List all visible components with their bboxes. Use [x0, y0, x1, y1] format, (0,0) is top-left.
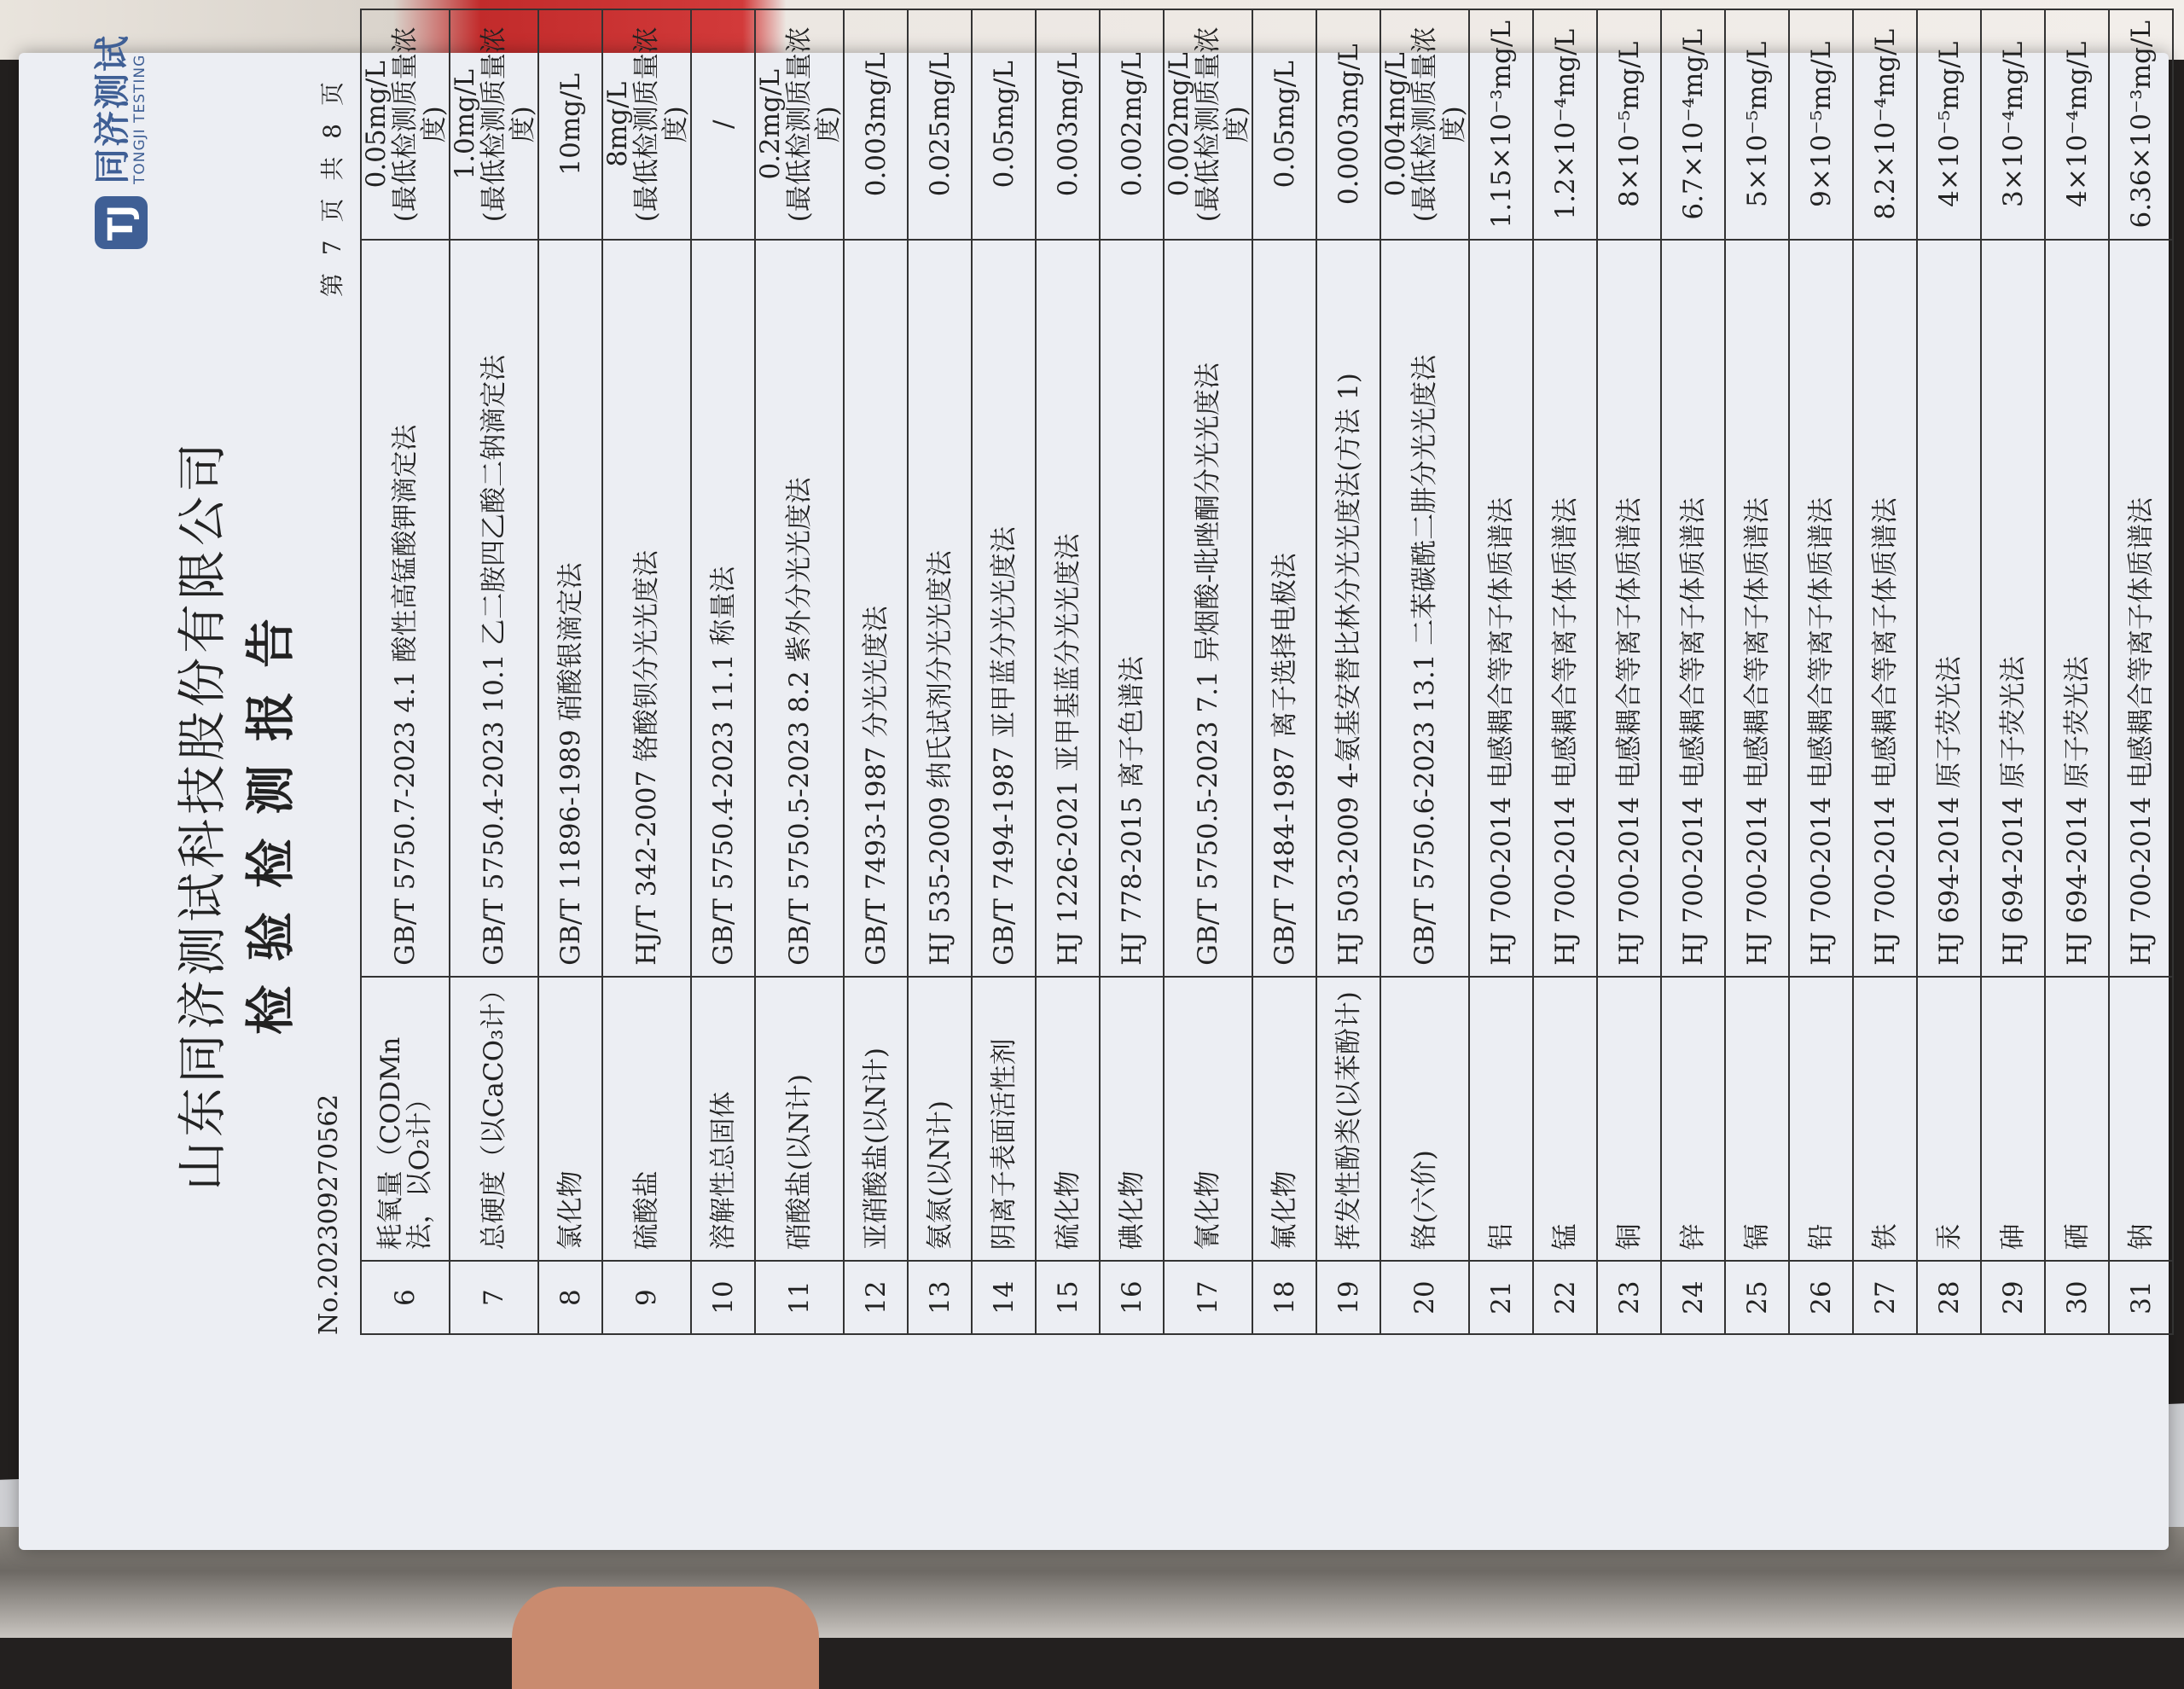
company-logo — [91, 34, 148, 249]
detection-limit — [538, 9, 602, 240]
row-number: 17 — [1164, 1261, 1252, 1334]
row-number: 13 — [908, 1261, 972, 1334]
detection-limit-value: 0.002mg/L — [1116, 52, 1147, 197]
test-item: 溶解性总固体 — [691, 977, 755, 1262]
row-number: 28 — [1917, 1261, 1981, 1334]
detection-limit-value: 9×10⁻⁵mg/L — [1805, 41, 1837, 207]
row-number: 31 — [2109, 1261, 2173, 1334]
table-row — [2109, 9, 2173, 1334]
table-row — [1036, 9, 1100, 1334]
test-method: HJ 700-2014 电感耦合等离子体质谱法 — [1661, 240, 1725, 977]
test-method: GB/T 5750.6-2023 13.1 二苯碳酰二肼分光光度法 — [1380, 240, 1469, 977]
detection-limit — [1316, 9, 1380, 240]
test-method: HJ 694-2014 原子荧光法 — [2045, 240, 2109, 977]
detection-limit-note: (最低检测质量浓度) — [479, 26, 538, 223]
detection-limit — [1164, 9, 1252, 240]
detection-limit-note: (最低检测质量浓度) — [784, 26, 844, 223]
table-row — [450, 9, 538, 1334]
test-method: HJ 700-2014 电感耦合等离子体质谱法 — [1789, 240, 1853, 977]
detection-limit — [1981, 9, 2045, 240]
detection-limit — [2109, 9, 2173, 240]
table-row — [602, 9, 691, 1334]
table-row — [1380, 9, 1469, 1334]
test-item: 铜 — [1597, 977, 1661, 1262]
row-number: 22 — [1533, 1261, 1597, 1334]
table-row — [2045, 9, 2109, 1334]
test-item: 铁 — [1853, 977, 1917, 1262]
detection-limit-value: 4×10⁻⁵mg/L — [1933, 41, 1965, 207]
table-row — [1981, 9, 2045, 1334]
test-method: GB/T 5750.4-2023 10.1 乙二胺四乙酸二钠滴定法 — [450, 240, 538, 977]
test-method: HJ 778-2015 离子色谱法 — [1100, 240, 1164, 977]
test-item: 总硬度（以CaCO₃计） — [450, 977, 538, 1262]
test-item: 汞 — [1917, 977, 1981, 1262]
detection-limit-value: 0.05mg/L — [361, 61, 392, 189]
test-item: 氯化物 — [538, 977, 602, 1262]
table-row — [1164, 9, 1252, 1334]
test-method: HJ/T 342-2007 铬酸钡分光光度法 — [602, 240, 691, 977]
report-title: 检验检测报告 — [241, 595, 299, 1036]
row-number: 26 — [1789, 1261, 1853, 1334]
test-item: 镉 — [1725, 977, 1789, 1262]
detection-limit-value: 0.05mg/L — [988, 61, 1019, 189]
row-number: 6 — [361, 1261, 450, 1334]
detection-limit — [2045, 9, 2109, 240]
report-number: No.202309270562 — [314, 1094, 344, 1335]
row-number: 10 — [691, 1261, 755, 1334]
test-method: HJ 700-2014 电感耦合等离子体质谱法 — [2109, 240, 2173, 977]
table-row — [538, 9, 602, 1334]
row-number: 7 — [450, 1261, 538, 1334]
detection-limit — [450, 9, 538, 240]
test-item: 硒 — [2045, 977, 2109, 1262]
detection-limit — [1036, 9, 1100, 240]
test-method: GB/T 5750.5-2023 7.1 异烟酸-吡唑酮分光光度法 — [1164, 240, 1252, 977]
detection-limit-value: 1.0mg/L — [450, 68, 480, 180]
detection-limit-value: 0.0003mg/L — [1333, 44, 1364, 206]
detection-limit — [1380, 9, 1469, 240]
row-number: 16 — [1100, 1261, 1164, 1334]
test-method: HJ 700-2014 电感耦合等离子体质谱法 — [1533, 240, 1597, 977]
detection-limit-value: 6.36×10⁻³mg/L — [2125, 20, 2157, 229]
table-row — [908, 9, 972, 1334]
detection-limit — [1661, 9, 1725, 240]
detection-limit — [1789, 9, 1853, 240]
table-row — [1316, 9, 1380, 1334]
test-method: GB/T 7494-1987 亚甲蓝分光光度法 — [972, 240, 1036, 977]
detection-limit-note: (最低检测质量浓度) — [1193, 26, 1252, 223]
test-method: GB/T 7484-1987 离子选择电极法 — [1252, 240, 1316, 977]
test-item: 氨氮(以N计) — [908, 977, 972, 1262]
test-item: 亚硝酸盐(以N计) — [844, 977, 908, 1262]
test-method: HJ 700-2014 电感耦合等离子体质谱法 — [1597, 240, 1661, 977]
row-number: 30 — [2045, 1261, 2109, 1334]
test-method: HJ 535-2009 纳氏试剂分光光度法 — [908, 240, 972, 977]
detection-limit — [755, 9, 844, 240]
test-method: GB/T 11896-1989 硝酸银滴定法 — [538, 240, 602, 977]
company-name: 山东同济测试科技股份有限公司 — [173, 438, 231, 1192]
row-number: 18 — [1252, 1261, 1316, 1334]
detection-limit-value: 0.025mg/L — [924, 52, 956, 197]
detection-limit-value: 0.003mg/L — [860, 52, 892, 197]
table-row — [1725, 9, 1789, 1334]
detection-limit — [1469, 9, 1533, 240]
test-item: 硫酸盐 — [602, 977, 691, 1262]
test-method: GB/T 5750.5-2023 8.2 紫外分光光度法 — [755, 240, 844, 977]
table-row — [1252, 9, 1316, 1334]
test-method: HJ 1226-2021 亚甲基蓝分光光度法 — [1036, 240, 1100, 977]
detection-limit-value: 3×10⁻⁴mg/L — [1997, 41, 2029, 207]
test-method: HJ 700-2014 电感耦合等离子体质谱法 — [1853, 240, 1917, 977]
detection-limit-value: 4×10⁻⁴mg/L — [2061, 41, 2093, 207]
detection-limit-value: 0.003mg/L — [1052, 52, 1083, 197]
test-method: HJ 700-2014 电感耦合等离子体质谱法 — [1725, 240, 1789, 977]
row-number: 27 — [1853, 1261, 1917, 1334]
results-table-body — [361, 9, 2173, 1334]
test-item: 硝酸盐(以N计) — [755, 977, 844, 1262]
test-method: GB/T 5750.7-2023 4.1 酸性高锰酸钾滴定法 — [361, 240, 450, 977]
test-method: HJ 700-2014 电感耦合等离子体质谱法 — [1469, 240, 1533, 977]
row-number: 20 — [1380, 1261, 1469, 1334]
detection-limit — [361, 9, 450, 240]
test-item: 锰 — [1533, 977, 1597, 1262]
table-row — [1917, 9, 1981, 1334]
detection-limit — [1100, 9, 1164, 240]
detection-limit-value: 0.05mg/L — [1269, 61, 1300, 189]
detection-limit-value: 0.2mg/L — [755, 68, 786, 180]
row-number: 19 — [1316, 1261, 1380, 1334]
detection-limit-value: 1.15×10⁻³mg/L — [1485, 20, 1517, 229]
test-item: 阴离子表面活性剂 — [972, 977, 1036, 1262]
table-row — [972, 9, 1036, 1334]
table-row — [755, 9, 844, 1334]
report-page — [43, 0, 2157, 1629]
test-item: 砷 — [1981, 977, 2045, 1262]
detection-limit — [844, 9, 908, 240]
detection-limit-value: 10mg/L — [555, 73, 586, 176]
detection-limit — [1853, 9, 1917, 240]
test-method: GB/T 7493-1987 分光光度法 — [844, 240, 908, 977]
row-number: 29 — [1981, 1261, 2045, 1334]
table-row — [1597, 9, 1661, 1334]
logo-cn: 同济测试 — [91, 34, 133, 185]
test-item: 碘化物 — [1100, 977, 1164, 1262]
detection-limit — [602, 9, 691, 240]
detection-limit — [1533, 9, 1597, 240]
detection-limit-value: 8.2×10⁻⁴mg/L — [1869, 28, 1901, 220]
detection-limit-note: (最低检测质量浓度) — [631, 26, 691, 223]
test-item: 耗氧量（CODMn法，以O₂计） — [361, 977, 450, 1262]
table-row — [1533, 9, 1597, 1334]
detection-limit — [1597, 9, 1661, 240]
test-item: 挥发性酚类(以苯酚计) — [1316, 977, 1380, 1262]
detection-limit — [1252, 9, 1316, 240]
logo-en: TONGJI TESTING — [131, 54, 148, 185]
detection-limit-value: 1.2×10⁻⁴mg/L — [1549, 28, 1581, 220]
row-number: 8 — [538, 1261, 602, 1334]
row-number: 14 — [972, 1261, 1036, 1334]
detection-limit — [1917, 9, 1981, 240]
row-number: 23 — [1597, 1261, 1661, 1334]
detection-limit — [1725, 9, 1789, 240]
detection-limit-note: (最低检测质量浓度) — [390, 26, 450, 223]
row-number: 12 — [844, 1261, 908, 1334]
results-table — [360, 9, 2174, 1335]
logo-mark-icon: TJ — [95, 196, 148, 249]
row-number: 9 — [602, 1261, 691, 1334]
table-row — [844, 9, 908, 1334]
test-item: 铅 — [1789, 977, 1853, 1262]
table-row — [1100, 9, 1164, 1334]
test-item: 钠 — [2109, 977, 2173, 1262]
row-number: 15 — [1036, 1261, 1100, 1334]
detection-limit — [691, 9, 755, 240]
detection-limit-value: 6.7×10⁻⁴mg/L — [1677, 28, 1709, 220]
test-item: 铬(六价) — [1380, 977, 1469, 1262]
table-row — [1789, 9, 1853, 1334]
test-method: HJ 694-2014 原子荧光法 — [1917, 240, 1981, 977]
table-row — [1661, 9, 1725, 1334]
test-method: GB/T 5750.4-2023 11.1 称量法 — [691, 240, 755, 977]
detection-limit — [908, 9, 972, 240]
page-number: 第 7 页 共 8 页 — [318, 77, 346, 298]
test-item: 铝 — [1469, 977, 1533, 1262]
test-item: 硫化物 — [1036, 977, 1100, 1262]
test-method: HJ 503-2009 4-氨基安替比林分光光度法(方法 1) — [1316, 240, 1380, 977]
row-number: 11 — [755, 1261, 844, 1334]
detection-limit-value: / — [707, 119, 739, 129]
test-method: HJ 694-2014 原子荧光法 — [1981, 240, 2045, 977]
detection-limit-value: 0.004mg/L — [1380, 52, 1411, 197]
detection-limit-value: 8×10⁻⁵mg/L — [1613, 41, 1645, 207]
table-row — [691, 9, 755, 1334]
test-item: 氟化物 — [1252, 977, 1316, 1262]
test-item: 锌 — [1661, 977, 1725, 1262]
row-number: 25 — [1725, 1261, 1789, 1334]
row-number: 21 — [1469, 1261, 1533, 1334]
table-row — [1469, 9, 1533, 1334]
row-number: 24 — [1661, 1261, 1725, 1334]
detection-limit-value: 8mg/L — [602, 81, 633, 167]
detection-limit — [972, 9, 1036, 240]
table-row — [361, 9, 450, 1334]
table-row — [1853, 9, 1917, 1334]
logo-text — [91, 34, 148, 185]
detection-limit-value: 0.002mg/L — [1164, 52, 1194, 197]
detection-limit-value: 5×10⁻⁵mg/L — [1741, 41, 1773, 207]
detection-limit-note: (最低检测质量浓度) — [1409, 26, 1469, 223]
test-item: 氰化物 — [1164, 977, 1252, 1262]
